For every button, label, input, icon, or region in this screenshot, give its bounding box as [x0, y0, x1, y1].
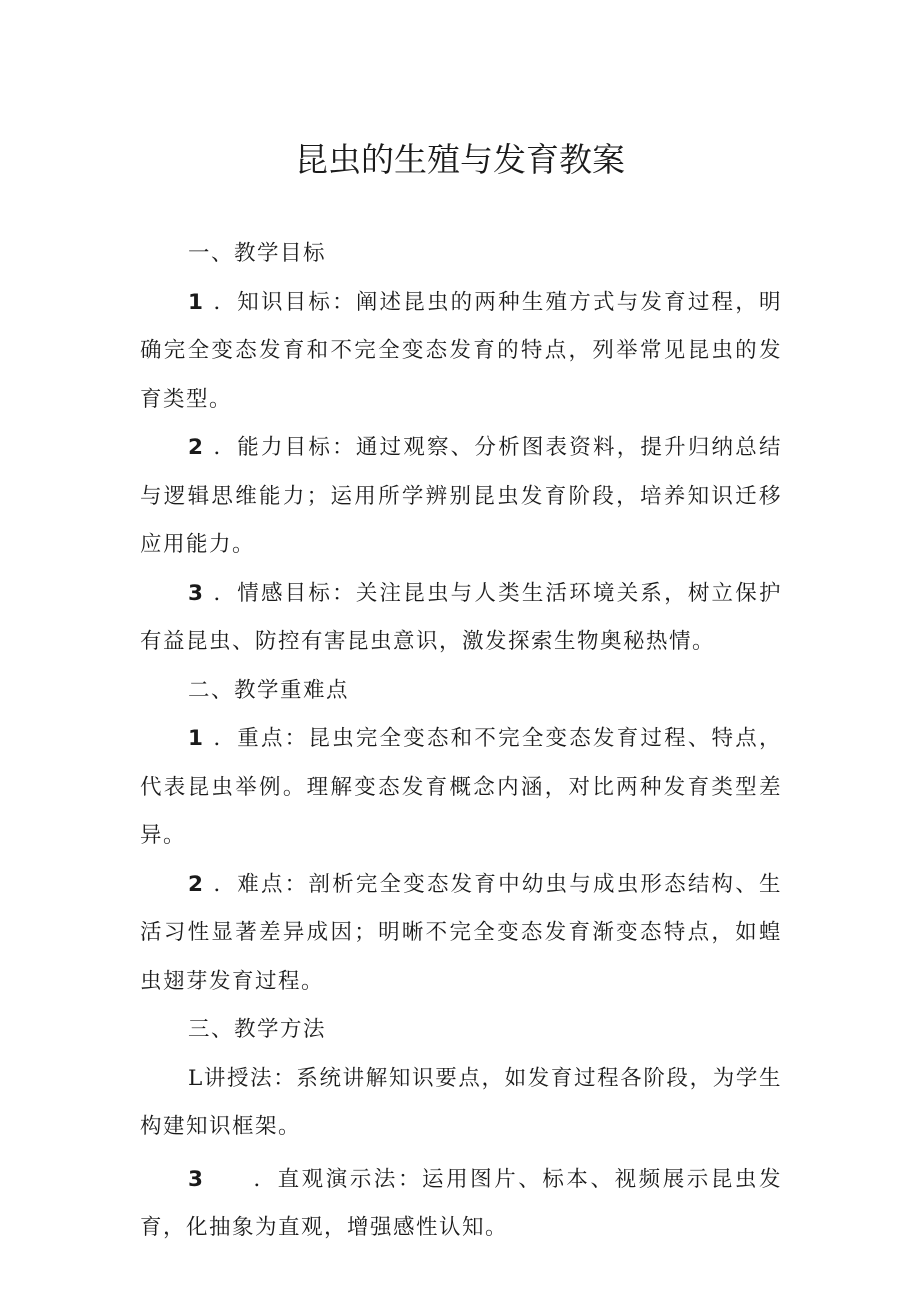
paragraph-ability-objective: [140, 424, 782, 570]
item-number: 2: [188, 871, 205, 897]
paragraph-difficult-point: [140, 861, 782, 1007]
paragraph-emotion-objective: [140, 570, 782, 667]
item-number: 1: [188, 726, 205, 751]
document-title: 昆虫的生殖与发育教案: [295, 140, 625, 179]
paragraph-knowledge-objective: [140, 279, 782, 425]
section-heading-objectives: 一、教学目标: [188, 241, 327, 266]
paragraph-demonstration-method: [140, 1156, 782, 1253]
item-number: 3: [188, 1166, 205, 1192]
item-number: 3: [188, 580, 205, 606]
paragraph-lecture-method: [140, 1055, 782, 1152]
section-heading-methods: 三、教学方法: [188, 1017, 327, 1042]
item-number: 1: [188, 289, 205, 315]
item-text: ．直观演示法：运用图片、标本、视频展示昆虫发育，化抽象为直观，增强感性认知。: [140, 1166, 782, 1240]
paragraph-key-point: [140, 715, 782, 861]
section-heading-key-points: 二、教学重难点: [188, 677, 350, 703]
item-text: ．能力目标：通过观察、分析图表资料，提升归纳总结与逻辑思维能力；运用所学辨别昆虫发育阶段，培养知识迁移应用能力。: [140, 435, 782, 557]
item-text: 讲授法：系统讲解知识要点，如发育过程各阶段，为学生构建知识框架。: [140, 1065, 782, 1139]
document-body: [140, 230, 782, 1253]
item-text: ．重点：昆虫完全变态和不完全变态发育过程、特点，代表昆虫举例。理解变态发育概念内涵，对比两种发育类型差异。: [140, 726, 782, 848]
item-text: ．情感目标：关注昆虫与人类生活环境关系，树立保护有益昆虫、防控有害昆虫意识，激发探索生物奥秘热情。: [140, 580, 782, 654]
item-number: L: [188, 1065, 204, 1091]
item-text: ．知识目标：阐述昆虫的两种生殖方式与发育过程，明确完全变态发育和不完全变态发育的特点，列举常见昆虫的发育类型。: [140, 289, 782, 412]
item-text: ．难点：剖析完全变态发育中幼虫与成虫形态结构、生活习性显著差异成因；明晰不完全变态发育渐变态特点，如蝗虫翅芽发育过程。: [140, 871, 782, 994]
item-number: 2: [188, 435, 205, 460]
